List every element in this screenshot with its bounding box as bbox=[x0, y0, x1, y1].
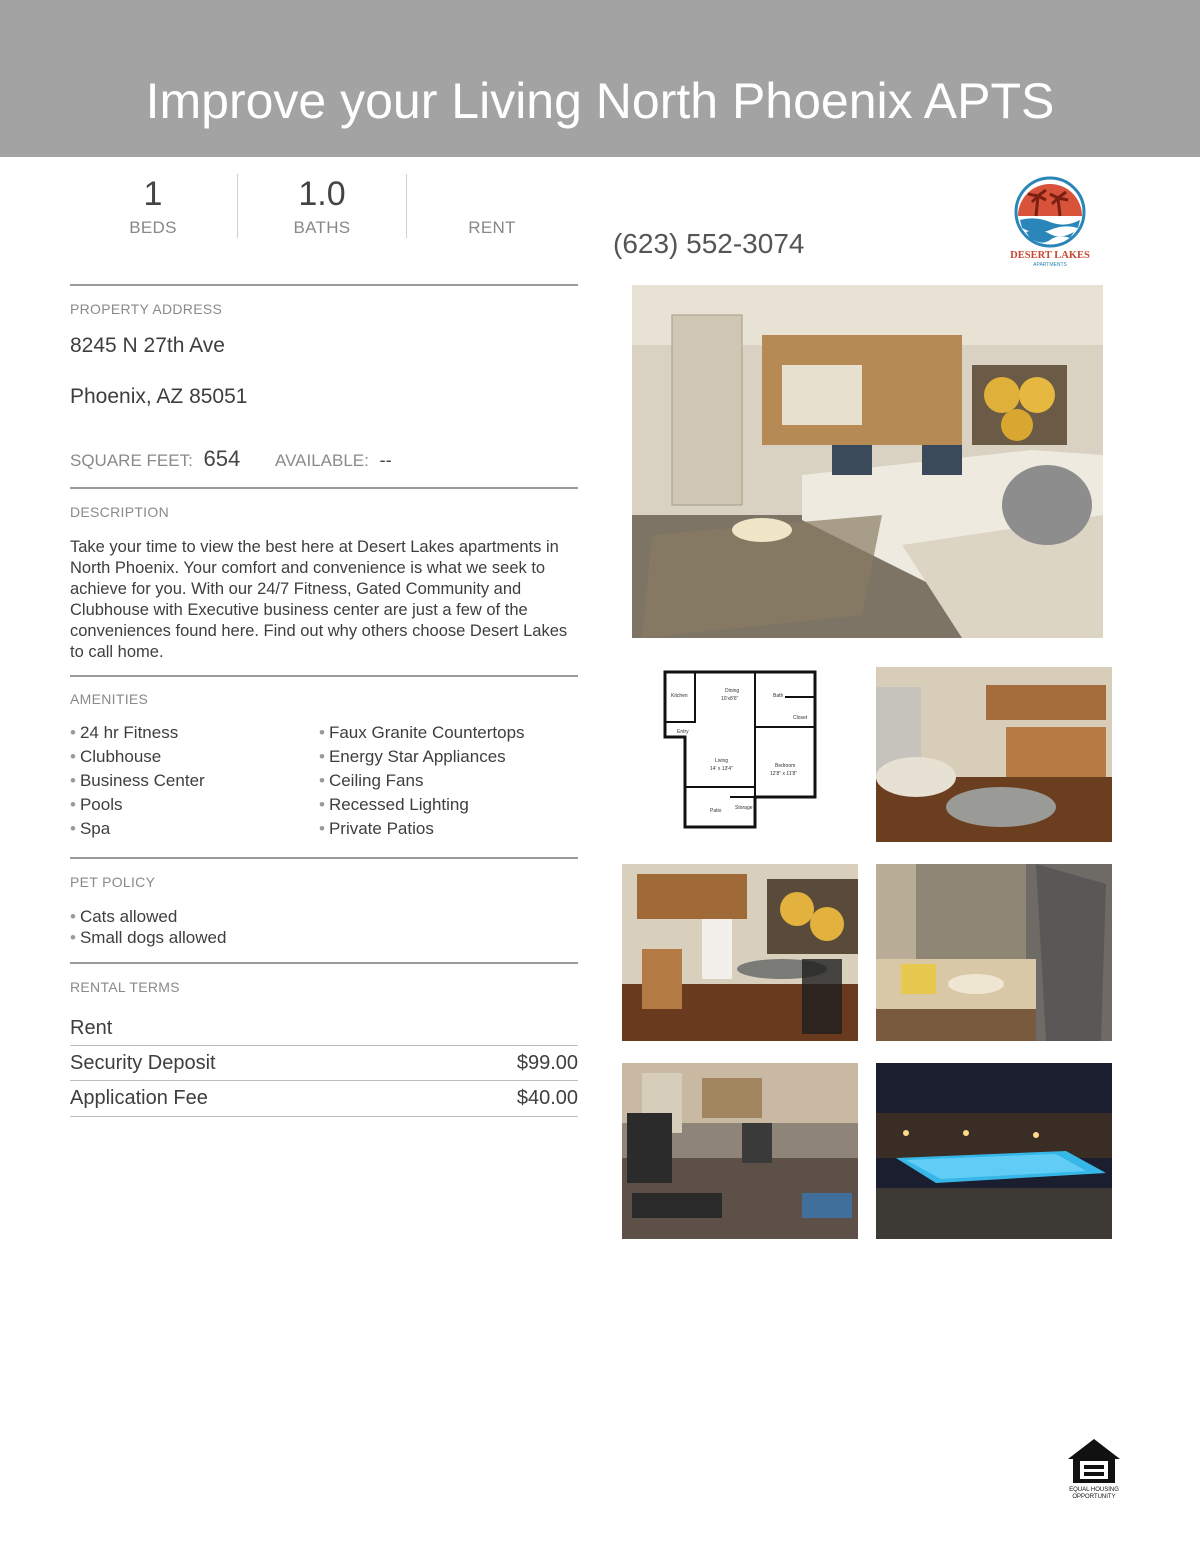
baths-label: BATHS bbox=[293, 218, 351, 237]
living-room-photo bbox=[632, 285, 1103, 638]
amenities-list-1 bbox=[70, 721, 310, 841]
rent-stat bbox=[430, 174, 554, 238]
description-label: DESCRIPTION bbox=[70, 504, 169, 520]
header-banner bbox=[0, 0, 1200, 157]
fitness-center-photo bbox=[622, 1063, 858, 1239]
divider bbox=[70, 1045, 578, 1046]
divider bbox=[70, 487, 578, 489]
list-item: • Business Center bbox=[70, 769, 310, 793]
floorplan-label: Patio bbox=[710, 808, 722, 814]
equal-housing-logo bbox=[1066, 1437, 1122, 1501]
amenities-label: AMENITIES bbox=[70, 691, 149, 707]
available-label: AVAILABLE: bbox=[275, 451, 369, 470]
floor-plan bbox=[655, 667, 820, 832]
floorplan-label: 10'x8'6" bbox=[721, 696, 739, 702]
rent-value bbox=[430, 174, 554, 214]
divider bbox=[70, 1116, 578, 1117]
description-text: Take your time to view the best here at Desert Lakes apartments in North Phoenix. Your comfort and convenience is what we seek to achieve for you. With our 24/7 Fitness, Gated Community and Clubhouse with Executive business center are just a few of the conveniences found here. Find out why others choose Desert Lakes to call home. bbox=[70, 538, 568, 661]
term-name: Security Deposit bbox=[70, 1052, 216, 1074]
divider bbox=[70, 284, 578, 286]
floorplan-label: Dining bbox=[725, 688, 740, 694]
divider bbox=[70, 675, 578, 677]
floorplan-label: 14' x 13'4" bbox=[710, 766, 733, 772]
stat-divider bbox=[406, 174, 407, 238]
address-line-1: 8245 N 27th Ave bbox=[70, 334, 225, 357]
stat-divider bbox=[237, 174, 238, 238]
floorplan-label: Closet bbox=[793, 715, 808, 721]
floorplan-label: 12'8" x 11'8" bbox=[770, 771, 798, 777]
beds-label: BEDS bbox=[129, 218, 177, 237]
pet-policy-label: PET POLICY bbox=[70, 874, 156, 890]
rental-terms-label: RENTAL TERMS bbox=[70, 979, 180, 995]
list-item: • Small dogs allowed bbox=[70, 927, 370, 948]
equal-housing-icon bbox=[1066, 1437, 1122, 1501]
eho-text: OPPORTUNITY bbox=[1072, 1494, 1116, 1500]
beds-value: 1 bbox=[143, 175, 163, 213]
property-address-label: PROPERTY ADDRESS bbox=[70, 301, 223, 317]
term-name: Rent bbox=[70, 1017, 113, 1039]
sqft-label: SQUARE FEET: bbox=[70, 451, 193, 470]
divider bbox=[70, 1080, 578, 1081]
dining-kitchen-photo bbox=[876, 667, 1112, 842]
phone-number[interactable]: (623) 552-3074 bbox=[613, 228, 805, 259]
rent-label: RENT bbox=[468, 218, 516, 237]
list-item: • Spa bbox=[70, 817, 310, 841]
logo-sub: APARTMENTS bbox=[1033, 262, 1067, 268]
list-item: • Faux Granite Countertops bbox=[319, 721, 579, 745]
available-value: -- bbox=[379, 450, 392, 470]
baths-value: 1.0 bbox=[298, 175, 346, 213]
floorplan-label: Storage bbox=[735, 805, 753, 811]
term-name: Application Fee bbox=[70, 1087, 208, 1109]
term-value: $99.00 bbox=[516, 1052, 578, 1074]
term-row bbox=[70, 1017, 578, 1052]
pool-photo bbox=[876, 1063, 1112, 1239]
list-item: • 24 hr Fitness bbox=[70, 721, 310, 745]
size-availability bbox=[70, 446, 392, 472]
divider bbox=[70, 962, 578, 964]
term-row bbox=[70, 1052, 578, 1087]
list-item: • Recessed Lighting bbox=[319, 793, 579, 817]
bathroom-photo bbox=[876, 864, 1112, 1041]
list-item: • Energy Star Appliances bbox=[319, 745, 579, 769]
list-item: • Private Patios bbox=[319, 817, 579, 841]
logo-name: DESERT LAKES bbox=[1010, 250, 1090, 261]
floorplan-label: Bedroom bbox=[775, 763, 796, 769]
term-value: $40.00 bbox=[516, 1087, 578, 1109]
page-title: Improve your Living North Phoenix APTS bbox=[145, 73, 1055, 129]
list-item: • Clubhouse bbox=[70, 745, 310, 769]
floorplan-label: Bath bbox=[773, 693, 784, 699]
floorplan-label: Living bbox=[715, 758, 729, 764]
divider bbox=[70, 857, 578, 859]
unit-stats bbox=[70, 174, 578, 238]
floorplan-label: Entry bbox=[677, 729, 689, 735]
beds-stat bbox=[90, 174, 216, 238]
address-line-2: Phoenix, AZ 85051 bbox=[70, 385, 248, 408]
eho-text: EQUAL HOUSING bbox=[1069, 1487, 1119, 1493]
list-item: • Pools bbox=[70, 793, 310, 817]
amenities-list-2 bbox=[319, 721, 579, 841]
baths-stat bbox=[256, 174, 388, 238]
list-item: • Ceiling Fans bbox=[319, 769, 579, 793]
pet-policy-list bbox=[70, 906, 370, 948]
floorplan-label: Kitchen bbox=[671, 693, 688, 699]
palm-sunset-waves-icon bbox=[1006, 176, 1094, 268]
kitchen-photo bbox=[622, 864, 858, 1041]
sqft-value: 654 bbox=[203, 446, 241, 471]
desert-lakes-logo bbox=[1006, 176, 1094, 268]
list-item: • Cats allowed bbox=[70, 906, 370, 927]
